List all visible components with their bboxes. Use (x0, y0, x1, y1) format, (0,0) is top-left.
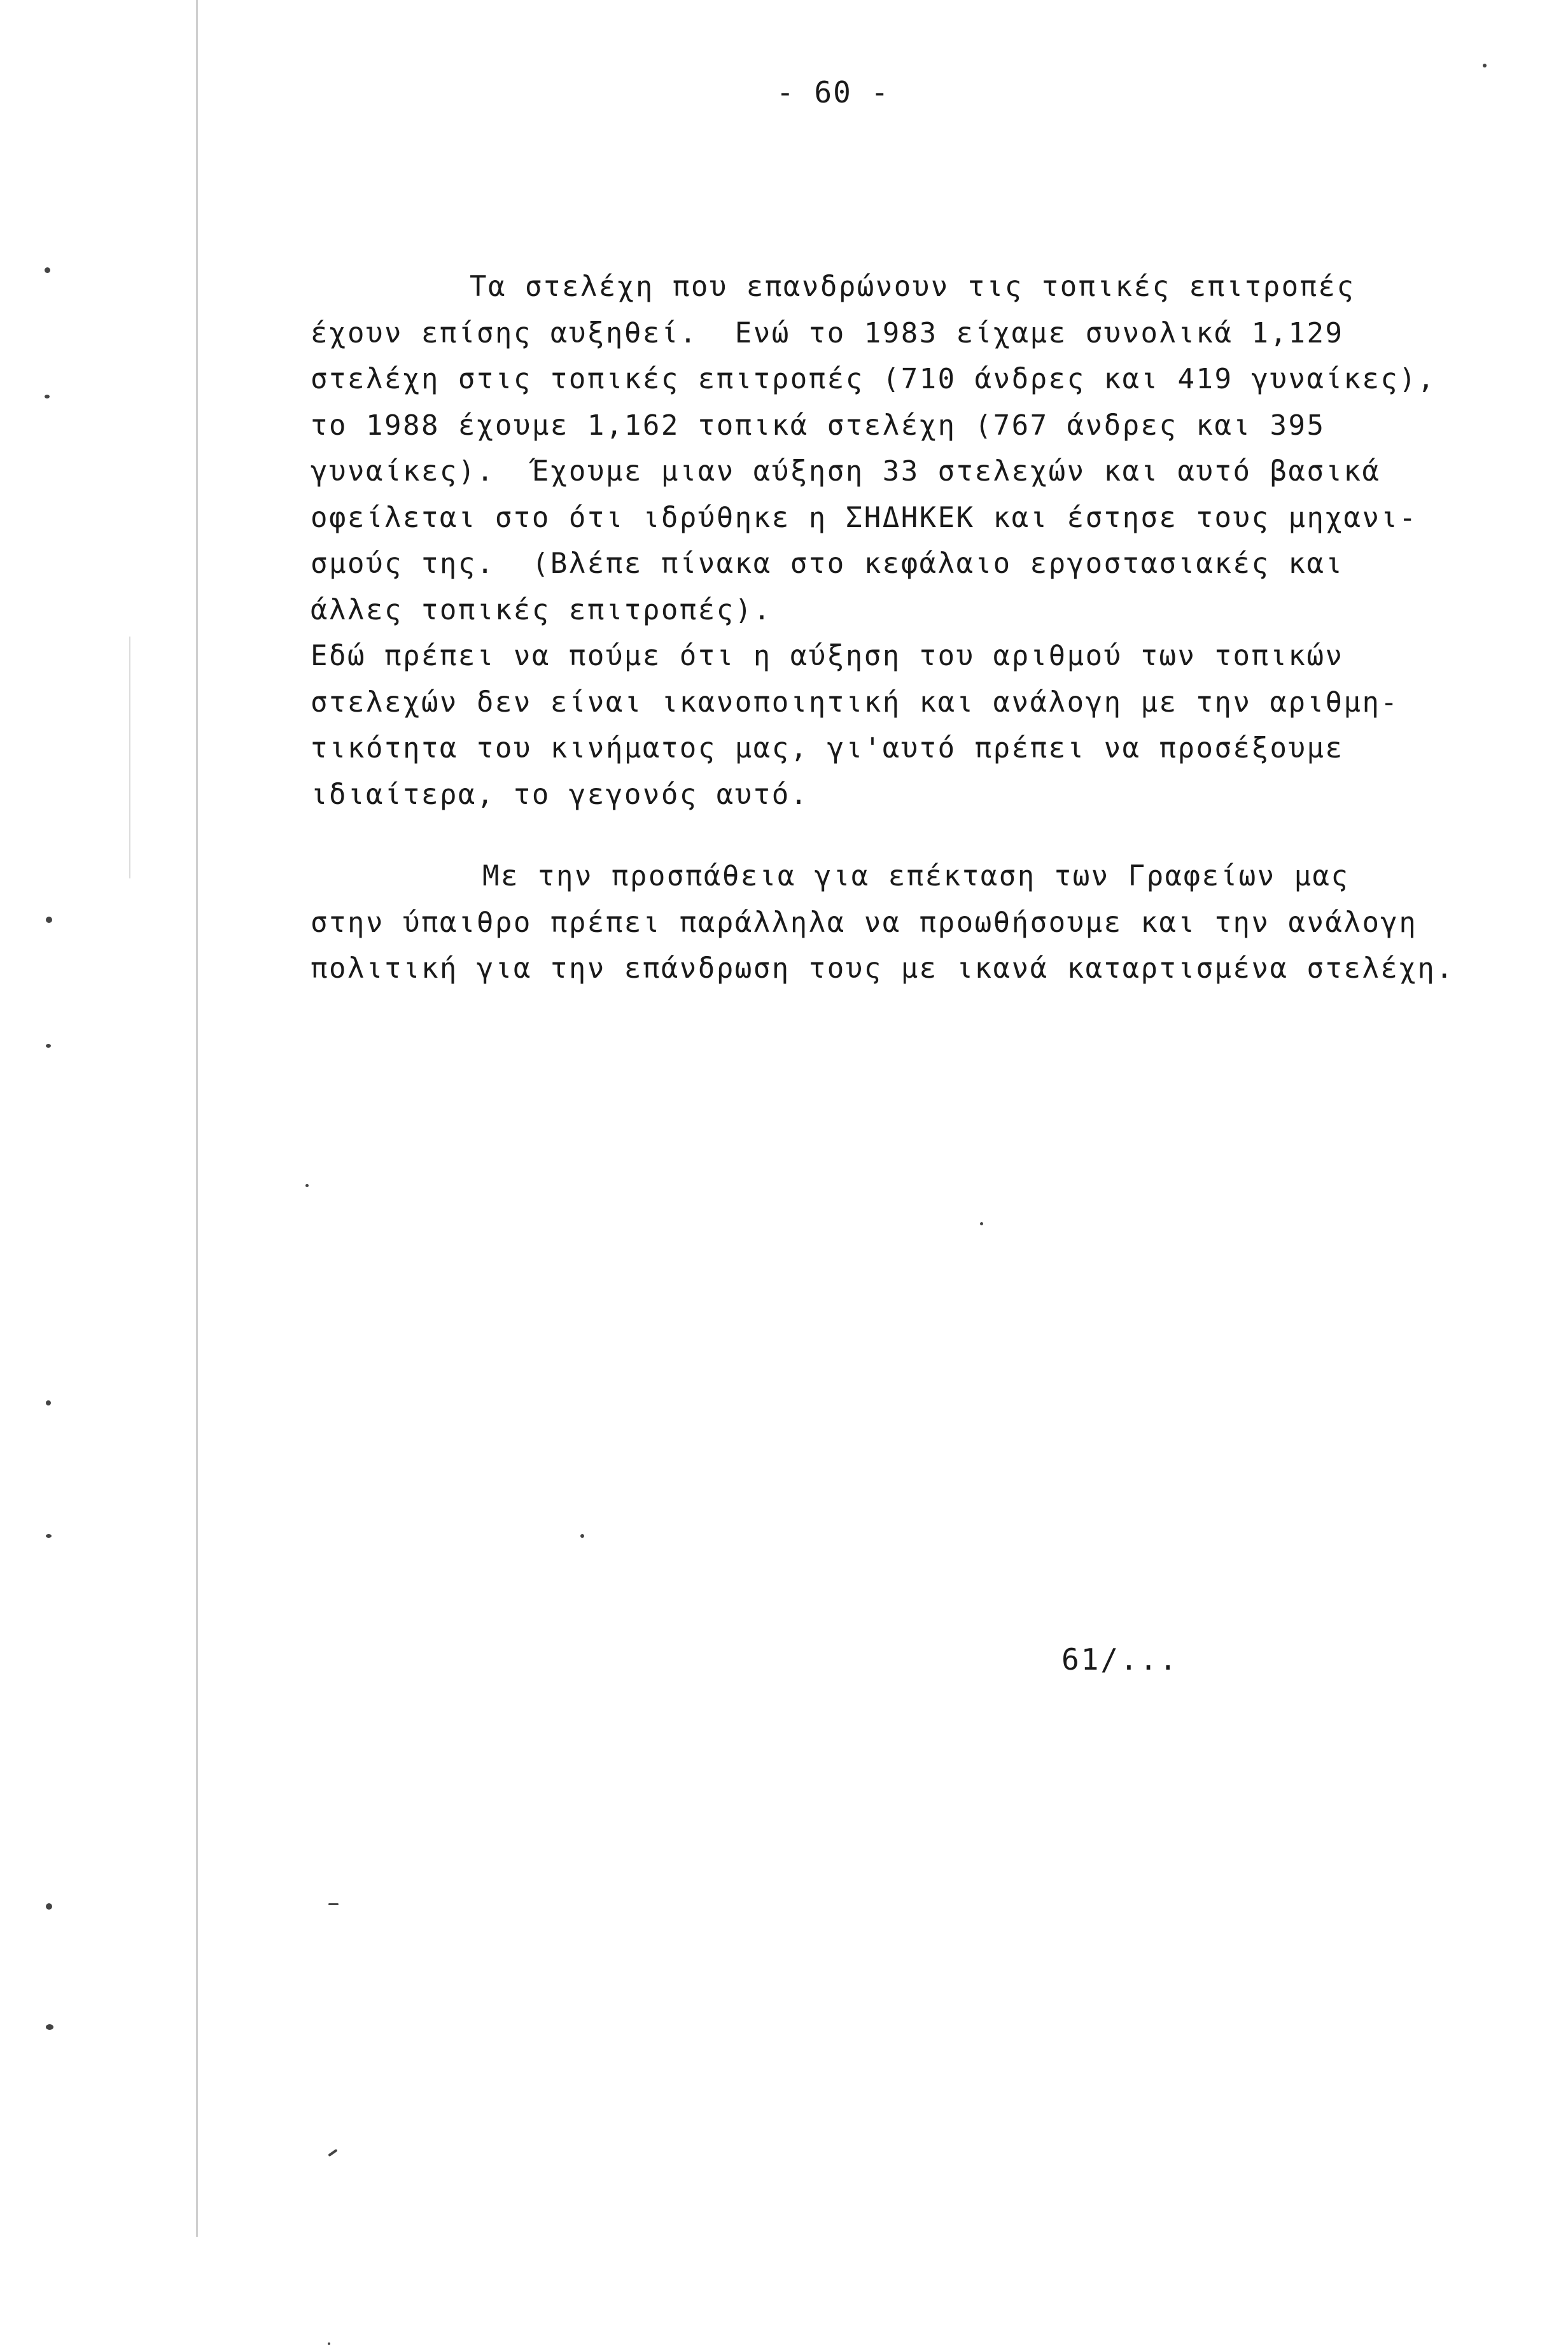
scan-speck (46, 1400, 51, 1405)
scan-speck (46, 1903, 52, 1910)
text-line: ιδιαίτερα, το γεγονός αυτό. (311, 778, 809, 811)
binding-margin-mark (129, 637, 130, 878)
scan-speck (328, 2342, 330, 2345)
continuation-marker: 61/... (1061, 1642, 1179, 1677)
scan-speck (580, 1534, 584, 1538)
scan-speck (328, 2149, 337, 2157)
paragraph-1 (311, 264, 1507, 633)
scan-speck (46, 917, 52, 923)
text-line: τικότητα του κινήματος μας, γι'αυτό πρέπει να προσέξουμε (311, 732, 1344, 764)
scan-speck (1483, 64, 1487, 67)
scan-speck (46, 1044, 51, 1048)
paragraph-2 (311, 633, 1507, 818)
text-line: σμούς της. (Βλέπε πίνακα στο κεφάλαιο εργοστασιακές και (311, 547, 1344, 580)
text-line: Εδώ πρέπει να πούμε ότι η αύξηση του αριθμού των τοπικών (311, 640, 1344, 672)
text-line: στελέχη στις τοπικές επιτροπές (710 άνδρες και 419 γυναίκες), (311, 363, 1436, 395)
scan-speck (46, 1534, 52, 1538)
page-number: - 60 - (776, 75, 890, 109)
text-line: πολιτική για την επάνδρωση τους με ικανά καταρτισμένα στελέχη. (311, 952, 1455, 985)
scan-speck (46, 2024, 53, 2030)
text-line: στην ύπαιθρο πρέπει παράλληλα να προωθήσουμε και την ανάλογη (311, 906, 1418, 939)
scan-speck (305, 1184, 309, 1187)
text-line: έχουν επίσης αυξηθεί. Ενώ το 1983 είχαμε συνολικά 1,129 (311, 316, 1344, 349)
document-body (311, 264, 1507, 992)
scan-speck (980, 1222, 983, 1225)
scan-speck (328, 1903, 339, 1905)
text-line: στελεχών δεν είναι ικανοποιητική και ανάλογη με την αριθμη- (311, 686, 1399, 719)
text-line: Με την προσπάθεια για επέκταση των Γραφείων μας (482, 860, 1350, 892)
binding-margin-line (196, 0, 198, 2237)
scan-speck (45, 267, 50, 273)
scan-speck (45, 395, 50, 398)
paragraph-3 (311, 854, 1507, 992)
text-line: οφείλεται στο ότι ιδρύθηκε η ΣΗΔΗΚΕΚ και έστησε τους μηχανι- (311, 501, 1418, 534)
text-line: γυναίκες). Έχουμε μιαν αύξηση 33 στελεχών και αυτό βασικά (311, 455, 1381, 488)
text-line: το 1988 έχουμε 1,162 τοπικά στελέχη (767 άνδρες και 395 (311, 409, 1326, 442)
text-line: άλλες τοπικές επιτροπές). (311, 593, 772, 626)
text-line: Τα στελέχη που επανδρώνουν τις τοπικές επιτροπές (470, 271, 1355, 303)
